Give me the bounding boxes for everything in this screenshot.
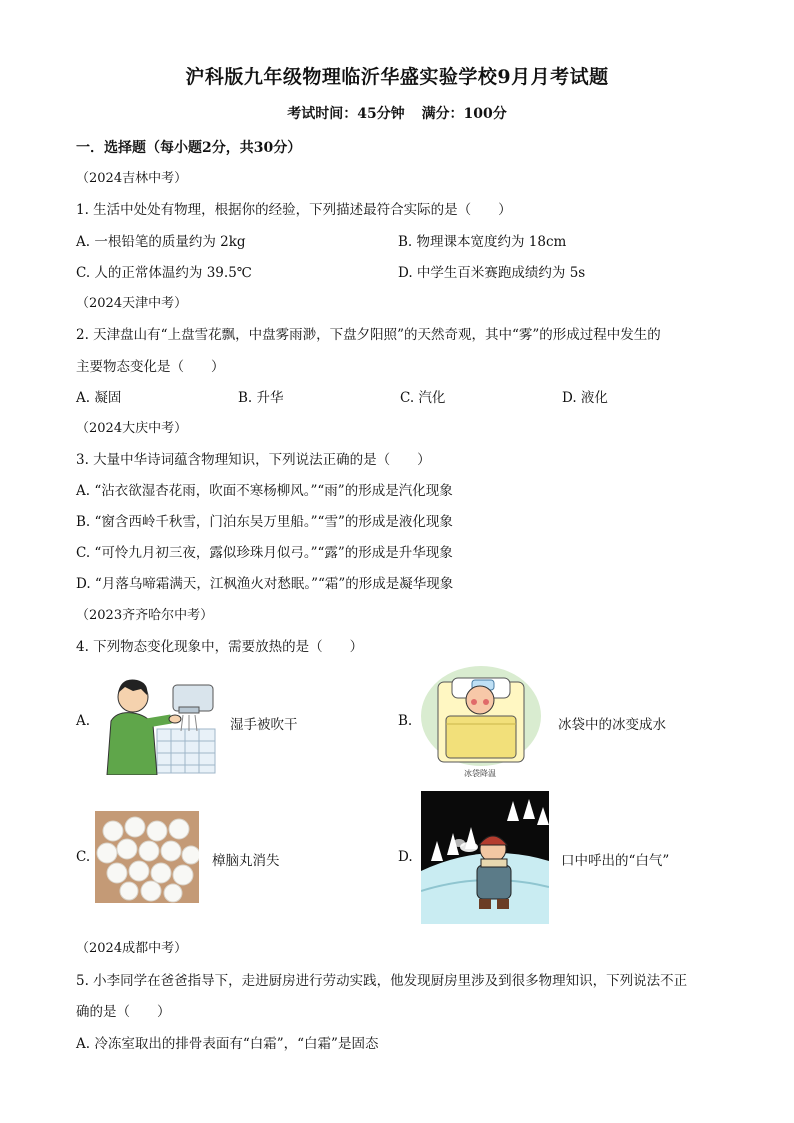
q1-option-b: B. 物理课本宽度约为 18cm: [398, 234, 567, 250]
q4-option-d-caption: 口中呼出的“白气”: [561, 853, 670, 869]
q1-option-a: A. 一根铅笔的质量约为 2kg: [76, 234, 246, 250]
ice-pack-image-text: 冰袋降温: [464, 769, 496, 778]
q3-stem: 3. 大量中华诗词蕴含物理知识，下列说法正确的是（ ）: [76, 452, 431, 468]
q5-stem-line1: 5. 小李同学在爸爸指导下，走进厨房进行劳动实践，他发现厨房里涉及到很多物理知识，下列说法不正: [76, 973, 688, 989]
exam-subtitle: [0, 103, 794, 123]
q2-option-d: D. 液化: [562, 390, 608, 406]
q4-option-a-letter: A.: [76, 713, 91, 729]
q2-stem-line2: 主要物态变化是（ ）: [76, 359, 225, 375]
q2-option-c: C. 汽化: [400, 390, 446, 406]
q4-option-a-caption: 湿手被吹干: [230, 717, 298, 733]
q2-option-b: B. 升华: [238, 390, 284, 406]
q5-stem-line2: 确的是（ ）: [76, 1004, 171, 1020]
ice-pack-image: [418, 664, 544, 780]
q2-stem-line1: 2. 天津盘山有“上盘雪花飘，中盘雾雨渺，下盘夕阳照”的天然奇观，其中“雾”的形成过程中发生的: [76, 327, 661, 343]
q1-source: （2024吉林中考）: [76, 171, 188, 186]
q5-source: （2024成都中考）: [76, 941, 188, 956]
q4-option-b-letter: B.: [398, 713, 413, 729]
q4-option-b-caption: 冰袋中的冰变成水: [558, 717, 666, 733]
winter-breath-image: [421, 791, 549, 924]
exam-time: 考试时间：45分钟: [287, 106, 405, 122]
q2-option-a: A. 凝固: [76, 390, 122, 406]
hand-dryer-image: [97, 671, 217, 775]
q5-option-a: A. 冷冻室取出的排骨表面有“白霜”，“白霜”是固态: [76, 1036, 379, 1052]
q3-option-c: C. “可怜九月初三夜，露似珍珠月似弓。”“露”的形成是升华现象: [76, 545, 453, 561]
section-heading: 一．选择题（每小题2分，共30分）: [76, 140, 302, 156]
exam-title: 沪科版九年级物理临沂华盛实验学校9月月考试题: [185, 66, 609, 88]
q4-option-c-letter: C.: [76, 849, 91, 865]
q3-option-b: B. “窗含西岭千秋雪，门泊东吴万里船。”“雪”的形成是液化现象: [76, 514, 453, 530]
q4-option-d-letter: D.: [398, 849, 413, 865]
q1-option-c: C. 人的正常体温约为 39.5℃: [76, 265, 252, 281]
q4-source: （2023齐齐哈尔中考）: [76, 608, 214, 623]
mothballs-image: [95, 811, 199, 903]
exam-score: 满分：100分: [421, 106, 507, 122]
q1-option-d: D. 中学生百米赛跑成绩约为 5s: [398, 265, 586, 281]
q3-option-a: A. “沾衣欲湿杏花雨，吹面不寒杨柳风。”“雨”的形成是汽化现象: [76, 483, 453, 499]
q3-option-d: D. “月落乌啼霜满天，江枫渔火对愁眠。”“霜”的形成是凝华现象: [76, 576, 454, 592]
q1-stem: 1. 生活中处处有物理，根据你的经验，下列描述最符合实际的是（ ）: [76, 202, 512, 218]
q2-source: （2024天津中考）: [76, 296, 188, 311]
q3-source: （2024大庆中考）: [76, 421, 188, 436]
q4-option-c-caption: 樟脑丸消失: [212, 853, 280, 869]
q4-stem: 4. 下列物态变化现象中，需要放热的是（ ）: [76, 639, 364, 655]
